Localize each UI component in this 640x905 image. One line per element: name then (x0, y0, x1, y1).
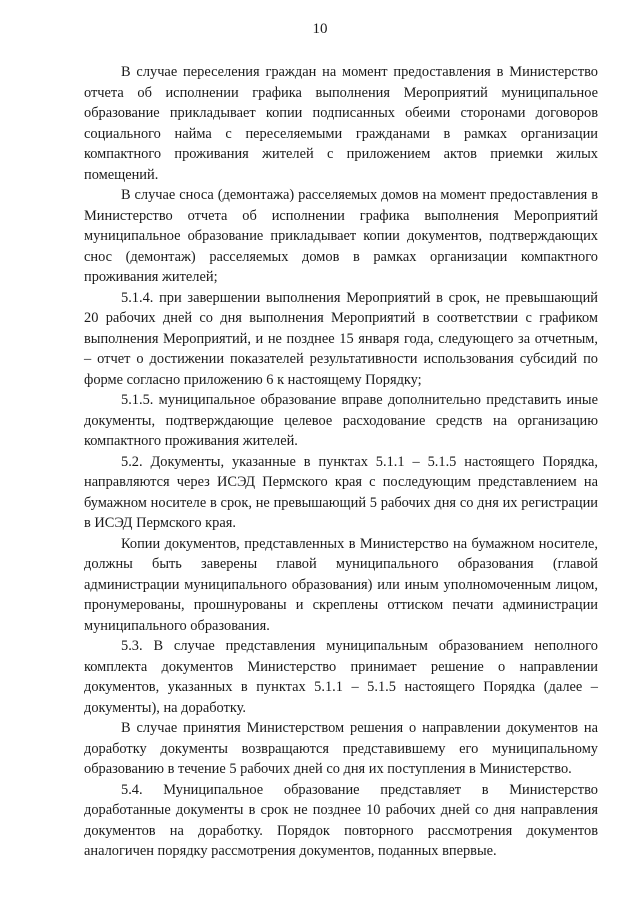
paragraph-5-3: 5.3. В случае представления муниципальным образованием неполного комплекта документов Министерство принимает решение о направлении документов, указанных в пунктах 5.1.1 – 5.1.5 настоящего Порядка (далее – документы), на доработку. (84, 638, 598, 716)
paragraph-5-4: 5.4. Муниципальное образование представляет в Министерство доработанные документы в срок не позднее 10 рабочих дней со дня направления документов на доработку. Порядок повторного рассмотрения документов аналогичен порядку рассмотрения документов, поданных впервые. (84, 781, 598, 859)
paragraph-5-1-4: 5.1.4. при завершении выполнения Мероприятий в срок, не превышающий 20 рабочих дней со дня выполнения Мероприятий в соответствии с графиком выполнения Мероприятий, и не позднее 15 января года, следующего за отчетным, – отчет о достижении показателей результативности использования субсидий по форме согласно приложению 6 к настоящему Порядку; (84, 289, 598, 388)
document-body (84, 62, 598, 862)
page-number: 10 (312, 21, 328, 37)
paragraph-5-2: 5.2. Документы, указанные в пунктах 5.1.1 – 5.1.5 настоящего Порядка, направляются через ИСЭД Пермского края с последующим представлением на бумажном носителе в срок, не превышающий 5 рабочих дня со дня их регистрации в ИСЭД Пермского края. (84, 453, 598, 531)
paragraph-copies-certification: Копии документов, представленных в Министерство на бумажном носителе, должны быть заверены главой муниципального образования (главой администрации муниципального образования) или иным уполномоченным лицом, пронумерованы, прошнурованы и скреплены оттиском печати администрации муниципального образования. (84, 535, 598, 634)
paragraph-relocation-contracts: В случае переселения граждан на момент предоставления в Министерство отчета об исполнении графика выполнения Мероприятий муниципальное образование прикладывает копии подписанных обеими сторонами договоров социального найма с переселяемыми гражданами в рамках организации компактного проживания жителей с приложением актов приемки жилых помещений. (84, 64, 598, 183)
paragraph-5-1-5: 5.1.5. муниципальное образование вправе дополнительно представить иные документы, подтверждающие целевое расходование средств на организацию компактного проживания жителей. (84, 392, 598, 449)
paragraph-demolition-documents: В случае сноса (демонтажа) расселяемых домов на момент предоставления в Министерство отчета об исполнении графика выполнения Мероприятий муниципальное образование прикладывает копии документов, подтверждающих снос (демонтаж) расселяемых домов в рамках организации компактного проживания жителей; (84, 187, 598, 285)
paragraph-return-for-revision: В случае принятия Министерством решения о направлении документов на доработку документы возвращаются представившему его муниципальному образованию в течение 5 рабочих дней со дня их поступления в Министерство. (84, 720, 598, 777)
